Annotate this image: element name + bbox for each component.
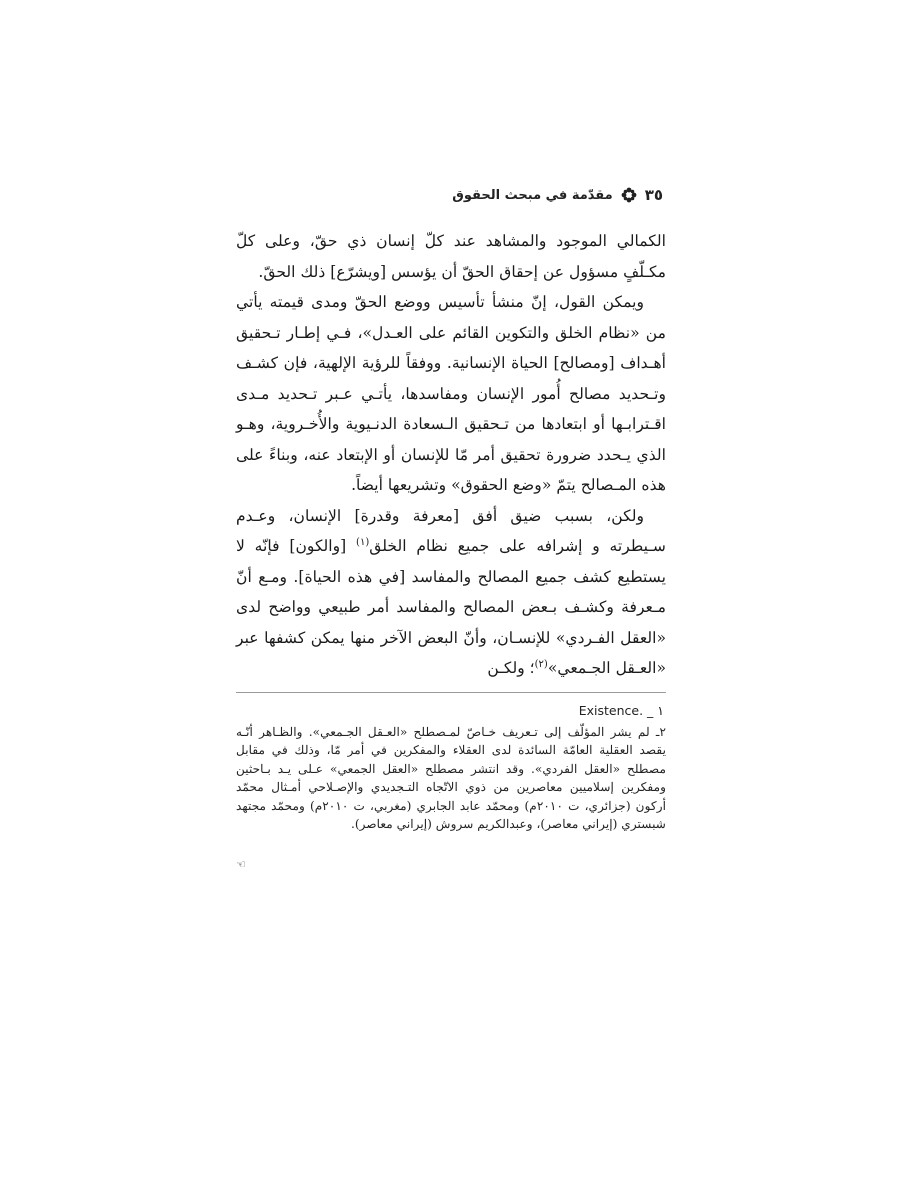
continuation-mark: ☜ bbox=[236, 858, 246, 871]
main-text bbox=[236, 226, 666, 684]
paragraph-text: ؛ ولكـن bbox=[487, 659, 535, 677]
footnote-text: ٢ـ لم يشر المؤلّف إلى تـعريف خـاصّ لمـصطلح «العـقل الجـمعي». والظـاهر أنّـه يقصد العقلية العامّة السائدة لدى العقلاء والمفكرين في أمر مّا، وذلك في مقابل مصطلح «العقل الفردي». وقد انتشر مصطلح «العقل الجمعي» عـلى يـد بـاحثين ومفكرين إسلاميين معاصرين من ذوي الاتّجاه التـجديدي والإصـلاحي أمـثال محمّد أركون (جزائري، ت ٢٠١٠م) ومحمّد عابد الجابري (مغربي، ت ٢٠١٠م) ومحمّد مجتهد شبستري (إيراني معاصر)، وعبدالكريم سروش (إيراني معاصر). bbox=[236, 725, 666, 832]
running-title: مقدّمة في مبحث الحقوق bbox=[452, 187, 613, 203]
paragraph: الكمالي الموجود والمشاهد عند كلّ إنسان ذي حقّ، وعلى كلّ مكـلّفٍ مسؤول عن إحقاق الحقّ أن يؤسس [ويشرّع] ذلك الحقّ. bbox=[236, 232, 666, 281]
footnote-2 bbox=[236, 723, 666, 833]
footnote-text: Existence. bbox=[578, 703, 644, 718]
page-number: ٣٥ bbox=[644, 186, 663, 204]
footnote-1 bbox=[579, 703, 664, 718]
paragraph-text: [والكون] فإنّه لا يستطيع كشف جميع المصالح والمفاسد [في هذه الحياة]. ومـع أنّ مـعرفة وكشـف بـعض المصالح والمفاسد أمر طبيعي وواضح لدى «العقل الفـردي» للإنسـان، وأنّ البعض الآخر منها يمكن كشفها عبر «العـقل الجـمعي» bbox=[236, 537, 666, 677]
footnote-number: ١ _ bbox=[647, 703, 664, 718]
paragraph-text: ولكن، بسبب ضيق أفق [معرفة وقدرة] الإنسان، وعـدم سـيطرته و إشرافه على جميع نظام الخلق bbox=[236, 506, 666, 555]
paragraph: ويمكن القول، إنّ منشأ تأسيس ووضع الحقّ ومدى قيمته يأتي من «نظام الخلق والتكوين القائم على العـدل»، فـي إطـار تـحقيق أهـداف [ومصالح] الحياة الإنسانية. ووفقاً للرؤية الإلهية، فإن كشـف وتـحديد مصالح أُمور الإنسان ومفاسدها، يأتـي عـبر تـحديد مـدى اقـترابـها أو ابتعادها من تـحقيق الـسعادة الدنـيوية والأُخـروية، وهـو الذي يـحدد ضرورة تحقيق أمر مّا للإنسان أو الإبتعاد عنه، وبناءً على هذه المـصالح يتمّ «وضع الحقوق» وتشريعها أيضاً. bbox=[236, 293, 666, 494]
footnote-marker-2[interactable]: (٢) bbox=[534, 658, 548, 670]
footnote-marker-1[interactable]: (١) bbox=[356, 536, 370, 548]
paragraph bbox=[236, 501, 666, 684]
footnote-divider bbox=[236, 692, 666, 693]
running-header bbox=[452, 186, 663, 204]
flower-ornament-icon bbox=[621, 187, 637, 203]
